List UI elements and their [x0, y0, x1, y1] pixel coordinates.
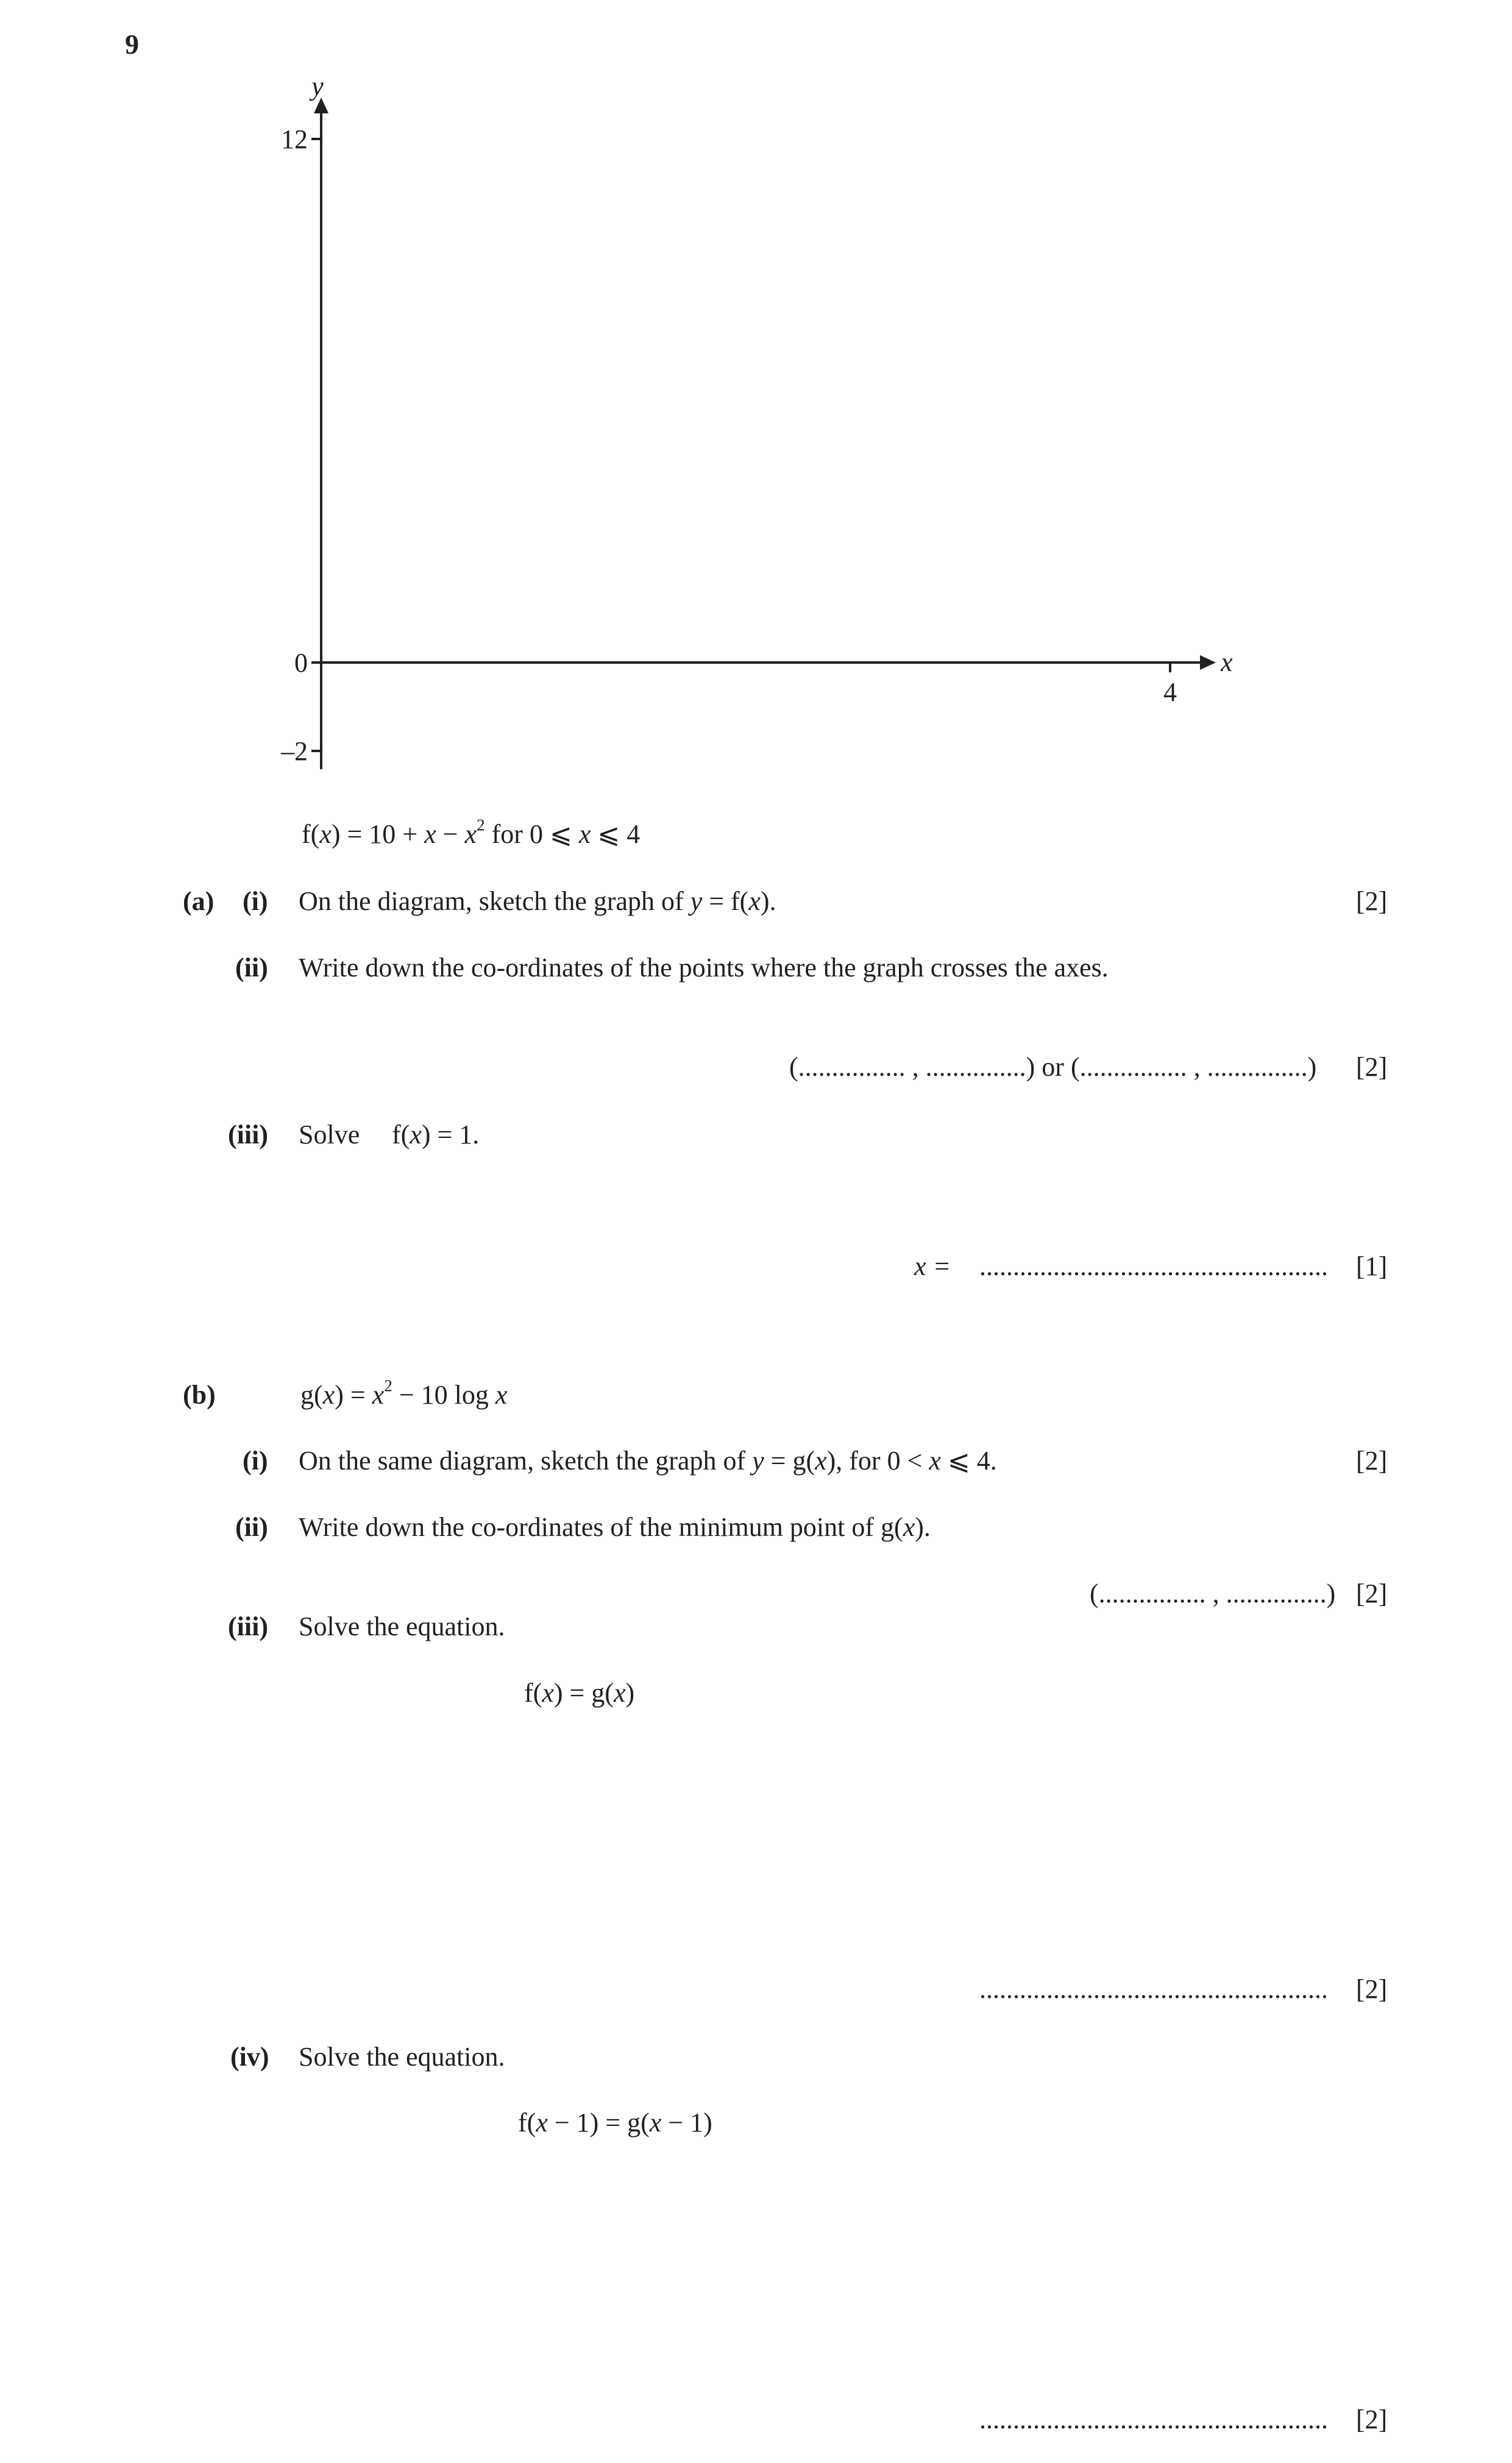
part-b-label: (b) — [183, 1380, 216, 1410]
part-b-ii-marks: [2] — [1356, 1579, 1388, 1608]
part-b-ii-answer-line[interactable]: (................ , ...............) — [1090, 1579, 1336, 1608]
part-b-iii-marks: [2] — [1356, 1974, 1388, 2004]
part-b-iii-answer-line[interactable]: .................................................... — [979, 1974, 1328, 2004]
part-a-iii-answer-prefix: x = — [914, 1251, 951, 1281]
part-a-iii-marks: [1] — [1356, 1251, 1388, 1281]
part-a-ii-marks: [2] — [1356, 1052, 1388, 1082]
part-a-label: (a) — [183, 886, 215, 916]
part-b-iv-marks: [2] — [1356, 2404, 1388, 2434]
y-tick-label-12: 12 — [281, 124, 308, 154]
part-b-iv-answer-line[interactable]: .................................................... — [979, 2404, 1328, 2434]
part-a-i-marks: [2] — [1356, 886, 1388, 916]
part-a-i-question: On the diagram, sketch the graph of y = f(x). — [299, 886, 776, 916]
part-b-i-question: On the same diagram, sketch the graph of y = g(x), for 0 < x ⩽ 4. — [299, 1446, 997, 1476]
part-b-iii-question: Solve the equation. — [299, 1612, 505, 1641]
part-a-ii-label: (ii) — [235, 953, 268, 983]
part-a-ii-question: Write down the co-ordinates of the points where the graph crosses the axes. — [299, 953, 1109, 983]
x-tick-label-4: 4 — [1163, 677, 1177, 707]
x-axis-label: x — [1221, 647, 1233, 677]
x-axis-arrow-icon — [1200, 655, 1216, 670]
y-tick-label-neg2: –2 — [281, 736, 308, 766]
question-number: 9 — [125, 29, 139, 60]
part-b-iv-equation: f(x − 1) = g(x − 1) — [518, 2108, 712, 2138]
part-b-ii-label: (ii) — [235, 1512, 268, 1542]
part-a-ii-answer-line[interactable]: (................ , ...............) or (................ , ...............) — [789, 1052, 1317, 1082]
part-b-iii-equation: f(x) = g(x) — [524, 1678, 635, 1708]
blank-axes-diagram[interactable] — [0, 0, 1512, 792]
g-definition: $g(x) = x^2 - 10$ log x — [300, 1376, 508, 1410]
part-a-iii-answer-line[interactable]: .................................................... — [979, 1251, 1328, 1281]
part-a-iii-question: Solve — [299, 1120, 360, 1150]
part-b-iv-question: Solve the equation. — [299, 2042, 505, 2072]
part-b-ii-question: Write down the co-ordinates of the minimum point of g(x). — [299, 1512, 931, 1542]
part-a-iii-equation: f(x) = 1. — [392, 1120, 480, 1150]
f-definition: $f(x) = 10 + x - x^2$ for 0 ⩽ x ⩽ 4 — [302, 816, 641, 849]
part-b-iii-label: (iii) — [228, 1612, 268, 1641]
part-a-i-label: (i) — [243, 886, 268, 916]
part-b-i-marks: [2] — [1356, 1446, 1388, 1476]
part-b-i-label: (i) — [243, 1446, 268, 1476]
y-tick-label-0: 0 — [294, 648, 308, 678]
part-b-iv-label: (iv) — [230, 2042, 269, 2072]
part-a-iii-label: (iii) — [228, 1120, 268, 1150]
y-axis-label: y — [311, 71, 324, 101]
